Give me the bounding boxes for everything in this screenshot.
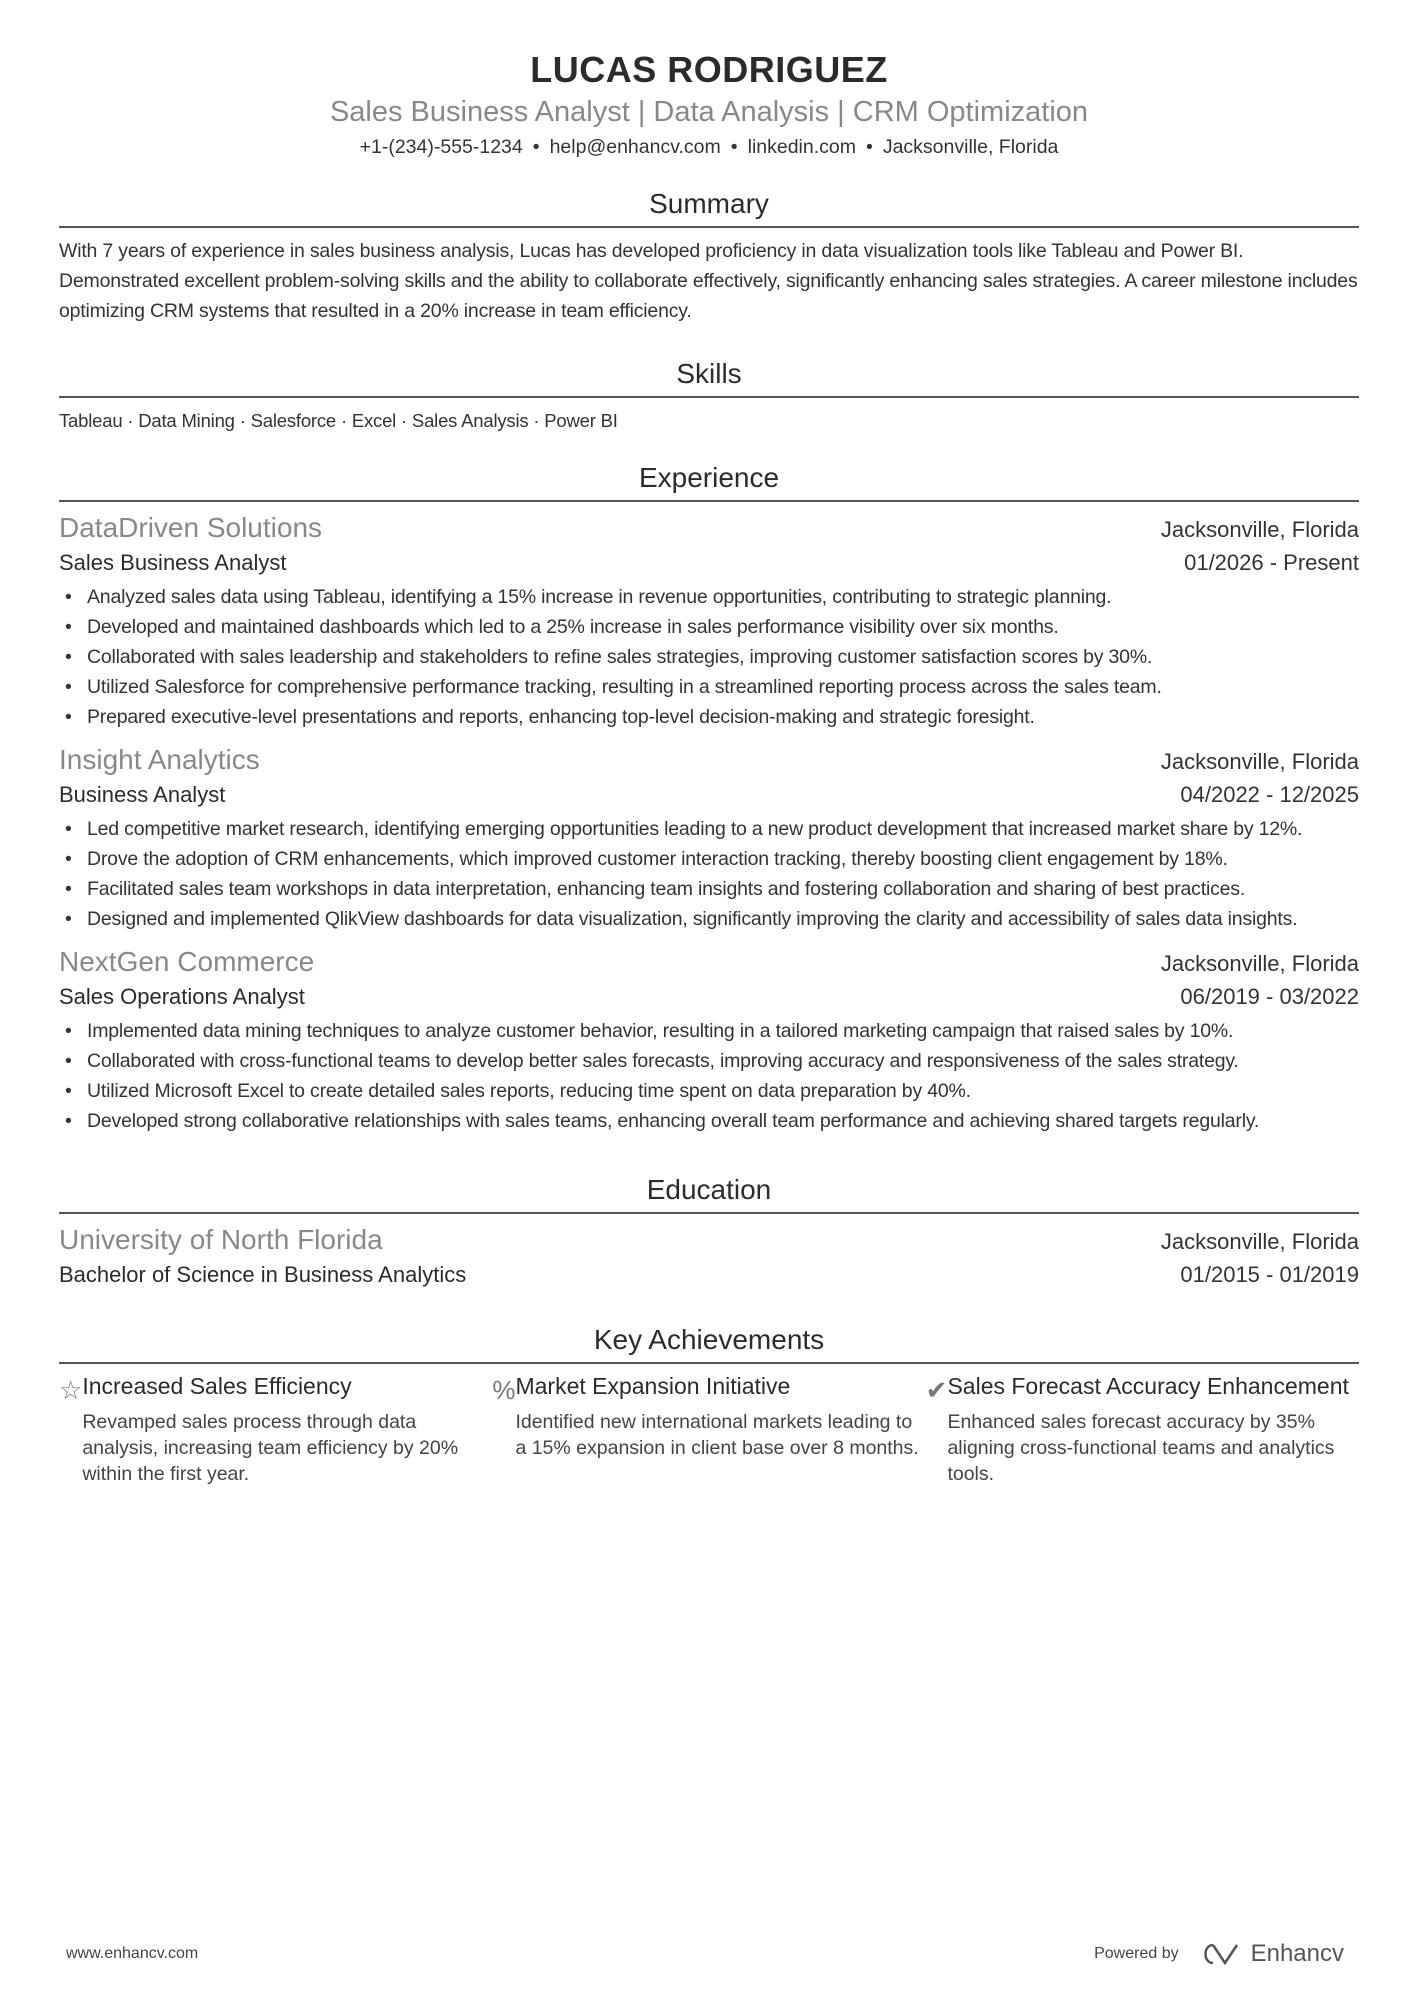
education-header [59, 1222, 1359, 1258]
divider [59, 1362, 1359, 1364]
section-title-summary: Summary [649, 188, 769, 219]
job-role-row [59, 778, 1359, 812]
company-name: Insight Analytics [59, 744, 260, 775]
job-bullets [59, 814, 1359, 934]
job-header [59, 510, 1359, 546]
section-title-skills: Skills [676, 358, 742, 389]
powered-by [1094, 1940, 1344, 1968]
job-role-row [59, 980, 1359, 1014]
job-role-row [59, 546, 1359, 580]
separator: • [866, 136, 873, 158]
achievement-title: Market Expansion Initiative [515, 1373, 791, 1399]
enhancv-logo-icon [1199, 1941, 1243, 1967]
bullet-item: • Utilized Salesforce for comprehensive performance tracking, resulting in a streamlined reporting process across the sales team. [59, 672, 1359, 702]
job-entry [59, 510, 1359, 732]
bullet-item: • Developed and maintained dashboards which led to a 25% increase in sales performance visibility over six months. [59, 612, 1359, 642]
bullet-item: • Designed and implemented QlikView dashboards for data visualization, significantly improving the clarity and accessibility of sales data insights. [59, 904, 1359, 934]
job-title: Business Analyst [59, 782, 226, 807]
job-title: Sales Operations Analyst [59, 984, 305, 1009]
footer [66, 1940, 1344, 1968]
divider [59, 226, 1359, 228]
company-name: DataDriven Solutions [59, 512, 323, 543]
bullet-item: • Prepared executive-level presentations and reports, enhancing top-level decision-making and strategic foresight. [59, 702, 1359, 732]
website-link[interactable]: www.enhancv.com [66, 1945, 199, 1962]
percent-icon: % [492, 1375, 516, 1405]
job-dates: 04/2022 - 12/2025 [1180, 782, 1359, 807]
email-link[interactable]: help@enhancv.com [549, 136, 721, 158]
job-title: Sales Business Analyst [59, 550, 287, 575]
divider [59, 1212, 1359, 1214]
skills-list: Tableau · Data Mining · Salesforce · Excel · Sales Analysis · Power BI [59, 410, 618, 431]
school-name: University of North Florida [59, 1224, 383, 1255]
job-location: Jacksonville, Florida [1160, 517, 1359, 542]
job-entry [59, 944, 1359, 1136]
star-icon: ☆ [59, 1375, 83, 1405]
achievement-title: Increased Sales Efficiency [82, 1373, 352, 1399]
company-name: NextGen Commerce [59, 946, 315, 977]
section-title-achievements: Key Achievements [593, 1324, 825, 1355]
bullet-item: • Collaborated with sales leadership and stakeholders to refine sales strategies, improving customer satisfaction scores by 30%. [59, 642, 1359, 672]
achievement-title: Sales Forecast Accuracy Enhancement [947, 1373, 1349, 1399]
job-location: Jacksonville, Florida [1160, 749, 1359, 774]
headline: Sales Business Analyst | Data Analysis | CRM Optimization [329, 96, 1089, 128]
separator: • [730, 136, 738, 158]
resume [59, 48, 1359, 1487]
powered-by-label: Powered by [1094, 1945, 1179, 1962]
education-dates: 01/2015 - 01/2019 [1180, 1262, 1359, 1287]
divider [59, 500, 1359, 502]
phone: +1-(234)-555-1234 [359, 136, 523, 158]
contact-info [59, 132, 1359, 162]
job-entry [59, 742, 1359, 934]
bullet-item: • Analyzed sales data using Tableau, identifying a 15% increase in revenue opportunities, contributing to strategic planning. [59, 582, 1359, 612]
location: Jacksonville, Florida [882, 136, 1059, 158]
education-details [59, 1258, 1359, 1292]
achievement-text: Revamped sales process through data analysis, increasing team efficiency by 20% within the first year. [82, 1411, 459, 1485]
job-header [59, 742, 1359, 778]
bullet-item: • Developed strong collaborative relationships with sales teams, enhancing overall team performance and achieving shared targets regularly. [59, 1106, 1359, 1136]
bullet-item: • Collaborated with cross-functional teams to develop better sales forecasts, improving accuracy and responsiveness of the sales strategy. [59, 1046, 1359, 1076]
enhancv-brand-name: Enhancv [1250, 1940, 1344, 1967]
divider [59, 396, 1359, 398]
achievement-item [59, 1372, 492, 1487]
bullet-item: • Led competitive market research, identifying emerging opportunities leading to a new product development that increased market share by 12%. [59, 814, 1359, 844]
enhancv-logo [1199, 1940, 1344, 1968]
achievements-list [59, 1372, 1359, 1487]
candidate-name: LUCAS RODRIGUEZ [530, 49, 888, 90]
school-location: Jacksonville, Florida [1160, 1229, 1359, 1254]
checkmark-icon: ✔ [925, 1375, 948, 1405]
summary-text: With 7 years of experience in sales business analysis, Lucas has developed proficiency in data visualization tools like Tableau and Power BI. Demonstrated excellent problem-solving skills and the ability to collaborate effectively, significantly enhancing sales strategies. A career milestone includes optimizing CRM systems that resulted in a 20% increase in team efficiency. [59, 240, 1358, 322]
job-bullets [59, 1016, 1359, 1136]
separator: • [532, 136, 540, 158]
degree: Bachelor of Science in Business Analytics [59, 1262, 467, 1287]
achievement-text: Identified new international markets leading to a 15% expansion in client base over 8 months. [515, 1411, 919, 1459]
job-location: Jacksonville, Florida [1160, 951, 1359, 976]
job-dates: 06/2019 - 03/2022 [1180, 984, 1359, 1009]
experience-list [59, 510, 1359, 1136]
job-header [59, 944, 1359, 980]
achievement-text: Enhanced sales forecast accuracy by 35% aligning cross-functional teams and analytics tools. [947, 1411, 1335, 1485]
linkedin-link[interactable]: linkedin.com [747, 136, 856, 158]
bullet-item: • Utilized Microsoft Excel to create detailed sales reports, reducing time spent on data preparation by 40%. [59, 1076, 1359, 1106]
job-bullets [59, 582, 1359, 732]
achievement-item [492, 1372, 925, 1487]
bullet-item: • Implemented data mining techniques to analyze customer behavior, resulting in a tailored marketing campaign that raised sales by 10%. [59, 1016, 1359, 1046]
job-dates: 01/2026 - Present [1184, 550, 1359, 575]
section-title-experience: Experience [638, 462, 780, 493]
bullet-item: • Facilitated sales team workshops in data interpretation, enhancing team insights and fostering collaboration and sharing of best practices. [59, 874, 1359, 904]
achievement-item [926, 1372, 1359, 1487]
bullet-item: • Drove the adoption of CRM enhancements, which improved customer interaction tracking, thereby boosting client engagement by 18%. [59, 844, 1359, 874]
section-title-education: Education [646, 1174, 772, 1205]
